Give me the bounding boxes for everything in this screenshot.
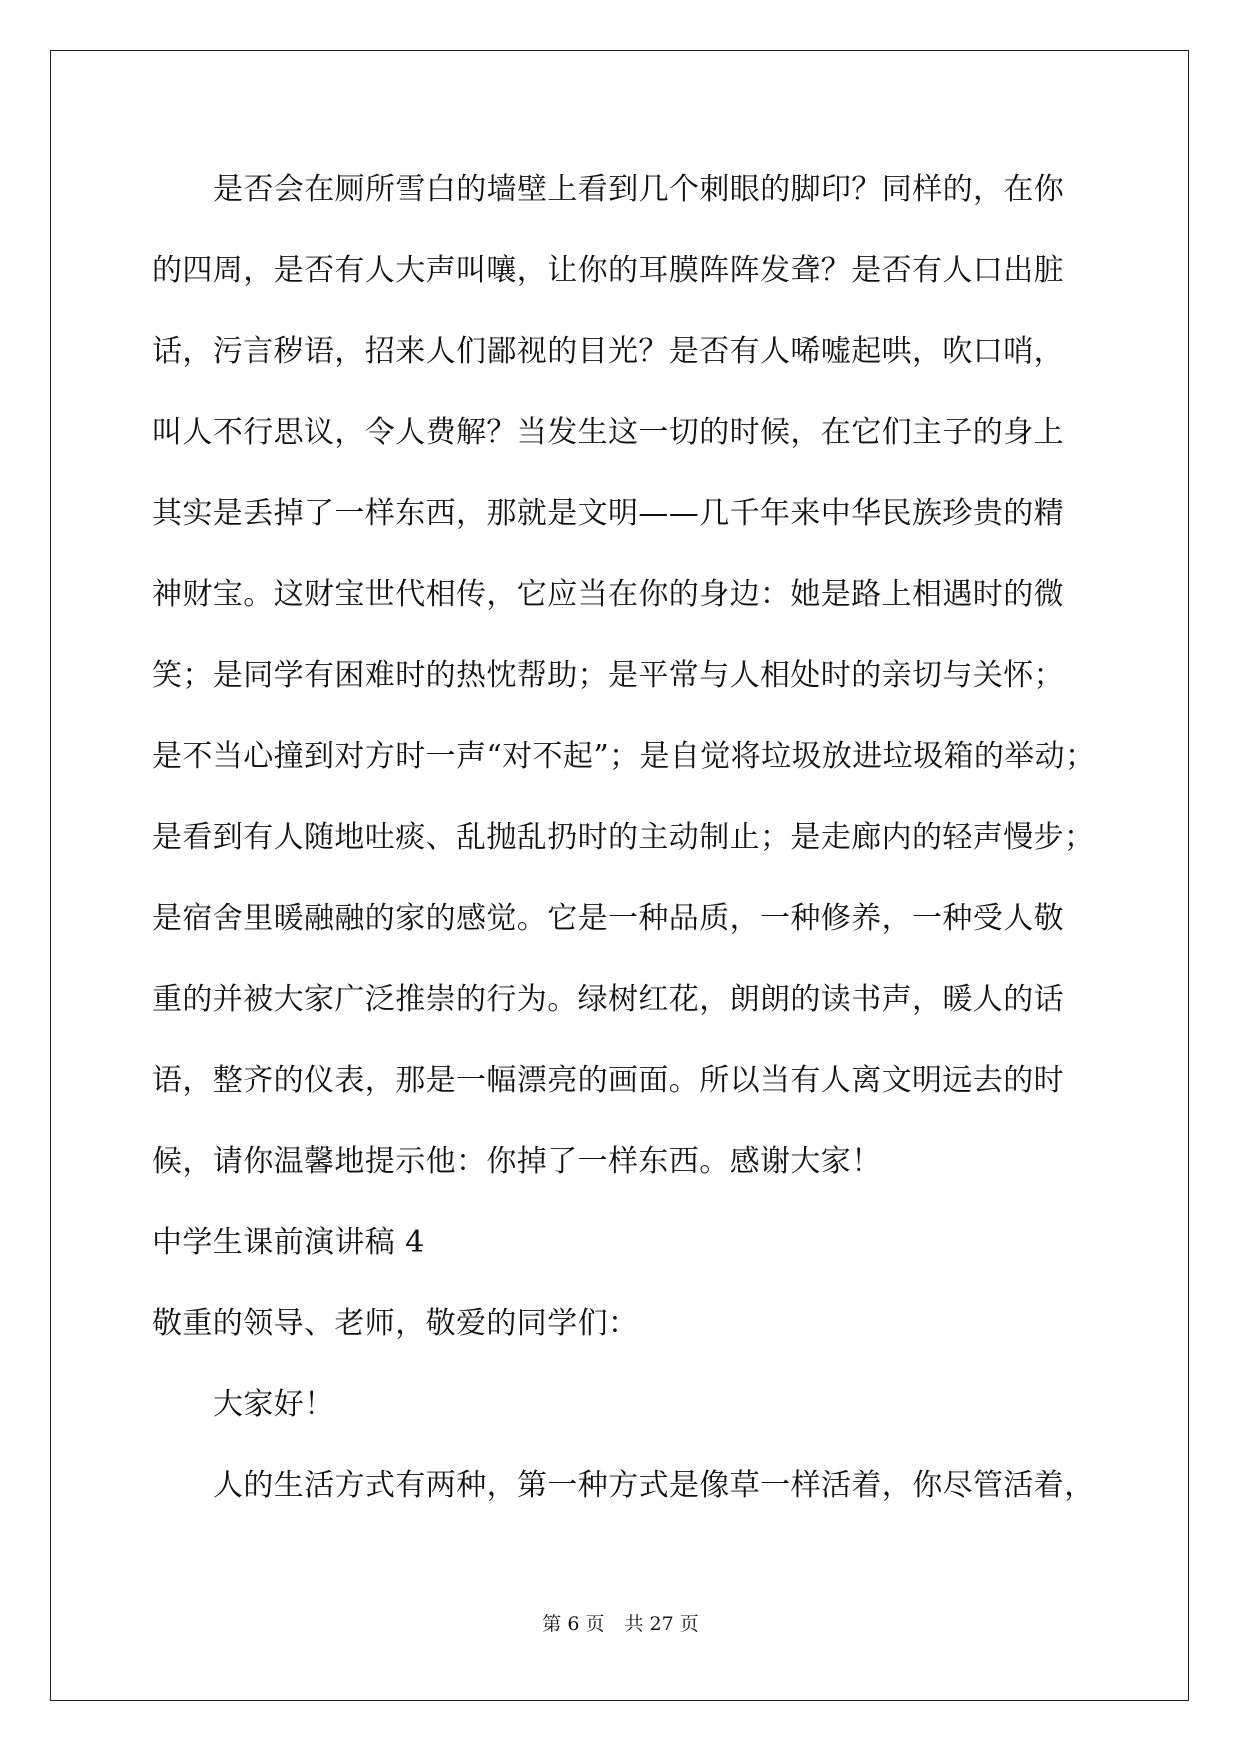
greeting: 大家好！	[213, 1387, 335, 1422]
paragraph-line: 话，污言秽语，招来人们鄙视的目光？是否有人唏嘘起哄，吹口哨，	[152, 334, 1064, 369]
paragraph-line: 语，整齐的仪表，那是一幅漂亮的画面。所以当有人离文明远去的时	[152, 1063, 1064, 1098]
paragraph-line: 人的生活方式有两种，第一种方式是像草一样活着，你尽管活着，	[213, 1468, 1095, 1503]
paragraph-line: 的四周，是否有人大声叫嚷，让你的耳膜阵阵发聋？是否有人口出脏	[152, 253, 1064, 288]
salutation: 敬重的领导、老师，敬爱的同学们：	[152, 1306, 639, 1341]
paragraph-line: 神财宝。这财宝世代相传，它应当在你的身边：她是路上相遇时的微	[152, 577, 1064, 612]
page-footer	[0, 1612, 1241, 1636]
paragraph-line: 是宿舍里暖融融的家的感觉。它是一种品质，一种修养，一种受人敬	[152, 901, 1064, 936]
page-total: 共 27 页	[624, 1613, 699, 1635]
paragraph-line: 候，请你温馨地提示他：你掉了一样东西。感谢大家！	[152, 1144, 882, 1179]
paragraph-line: 重的并被大家广泛推崇的行为。绿树红花，朗朗的读书声，暖人的话	[152, 982, 1064, 1017]
section-heading: 中学生课前演讲稿 4	[152, 1225, 425, 1260]
paragraph-line: 是不当心撞到对方时一声“对不起”；是自觉将垃圾放进垃圾箱的举动；	[152, 739, 1096, 774]
paragraph-line: 是看到有人随地吐痰、乱抛乱扔时的主动制止；是走廊内的轻声慢步；	[152, 820, 1095, 855]
page-number: 第 6 页	[542, 1613, 605, 1635]
document-body	[152, 160, 1112, 1537]
paragraph-line: 是否会在厕所雪白的墙壁上看到几个刺眼的脚印？同样的，在你	[213, 172, 1065, 207]
paragraph-line: 叫人不行思议，令人费解？当发生这一切的时候，在它们主子的身上	[152, 415, 1064, 450]
paragraph-line: 其实是丢掉了一样东西，那就是文明——几千年来中华民族珍贵的精	[152, 496, 1064, 531]
paragraph-line: 笑；是同学有困难时的热忱帮助；是平常与人相处时的亲切与关怀；	[152, 658, 1064, 693]
